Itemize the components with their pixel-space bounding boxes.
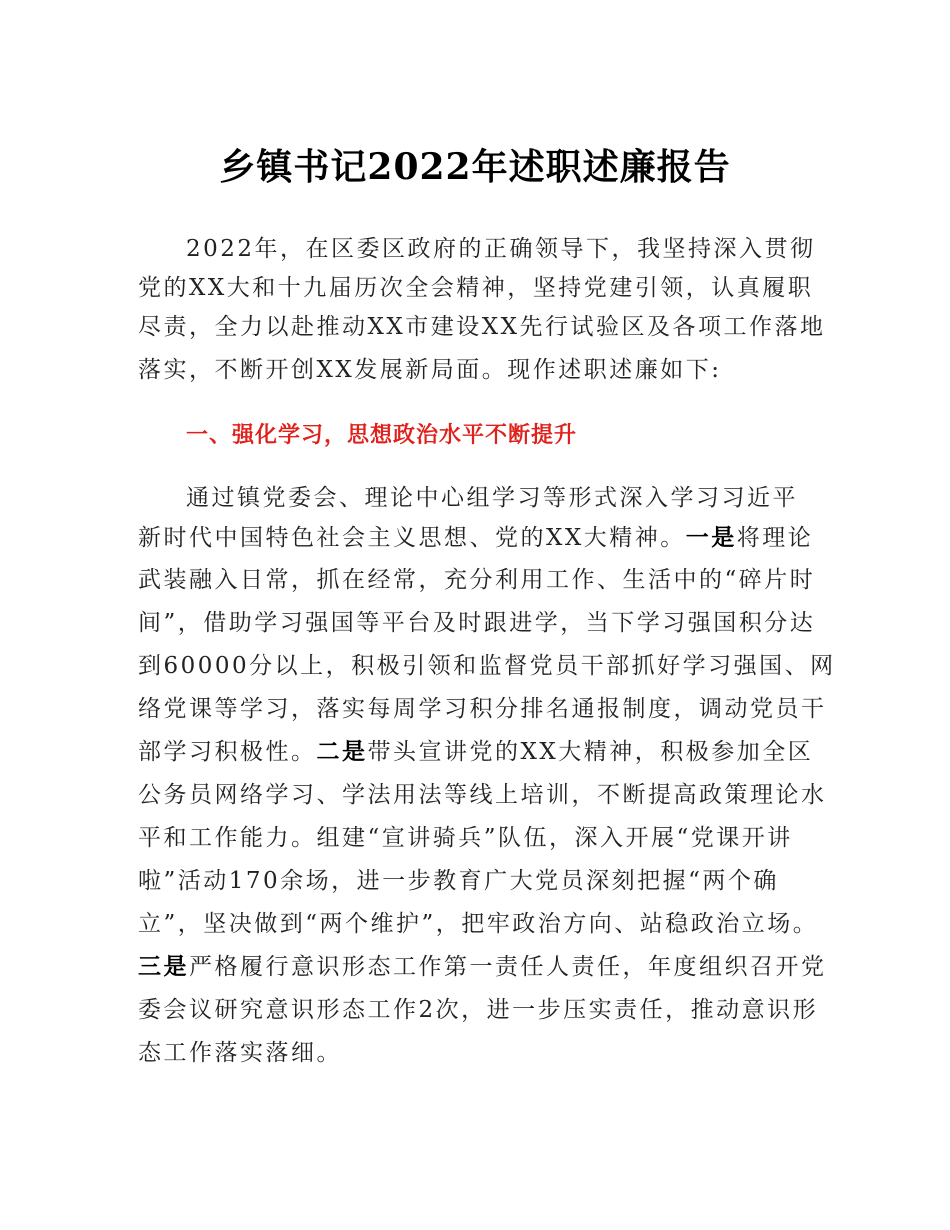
point-marker-third: 三是 [138, 953, 189, 980]
intro-line-3: 尽责，全力以赴推动XX市建设XX先行试验区及各项工作落地 [138, 314, 826, 340]
point-marker-second: 二是 [316, 738, 368, 765]
paragraph-text: 将理论 [736, 525, 814, 551]
paragraph-text: 新时代中国特色社会主义思想、党的XX大精神。 [138, 525, 686, 551]
section-1-heading: 一、强化学习，思想政治水平不断提升 [186, 423, 578, 448]
paragraph-text: 严格履行意识形态工作第一责任人责任，年度组织召开党 [189, 954, 827, 980]
section-1-line-13: 委会议研究意识形态工作2次，进一步压实责任，推动意识形 [138, 997, 819, 1023]
section-1-line-5: 到60000分以上，积极引领和监督党员干部抓好学习强国、网 [138, 653, 836, 679]
section-1-line-12 [138, 947, 838, 987]
section-1-line-9: 平和工作能力。组建“宣讲骑兵”队伍，深入开展“党课开讲 [138, 825, 793, 851]
section-1-line-3: 武装融入日常，抓在经常，充分利用工作、生活中的“碎片时 [138, 567, 816, 593]
section-1-line-11: 立”，坚决做到“两个维护”，把牢政治方向、站稳政治立场。 [138, 911, 819, 937]
section-1-line-1: 通过镇党委会、理论中心组学习等形式深入学习习近平 [186, 485, 798, 511]
intro-line-1: 2022年，在区委区政府的正确领导下，我坚持深入贯彻 [186, 236, 816, 262]
section-1-line-7 [138, 732, 838, 772]
section-1-line-14: 态工作落实落细。 [138, 1040, 342, 1066]
intro-line-2: 党的XX大和十九届历次全会精神，坚持党建引领，认真履职 [138, 275, 814, 301]
section-1-line-8: 公务员网络学习、学法用法等线上培训，不断提高政策理论水 [138, 782, 827, 808]
intro-line-4: 落实，不断开创XX发展新局面。现作述职述廉如下: [138, 357, 722, 383]
section-1-line-4: 间”，借助学习强国等平台及时跟进学，当下学习强国积分达 [138, 610, 816, 636]
paragraph-text: 带头宣讲党的XX大精神，积极参加全区 [367, 739, 814, 765]
document-title: 乡镇书记2022年述职述廉报告 [219, 146, 731, 188]
point-marker-first: 一是 [685, 524, 737, 551]
paragraph-text: 部学习积极性。 [138, 739, 317, 765]
section-1-line-10: 啦”活动170余场，进一步教育广大党员深刻把握“两个确 [138, 868, 779, 894]
section-1-line-2 [138, 518, 838, 558]
section-1-line-6: 络党课等学习，落实每周学习积分排名通报制度，调动党员干 [138, 696, 827, 722]
